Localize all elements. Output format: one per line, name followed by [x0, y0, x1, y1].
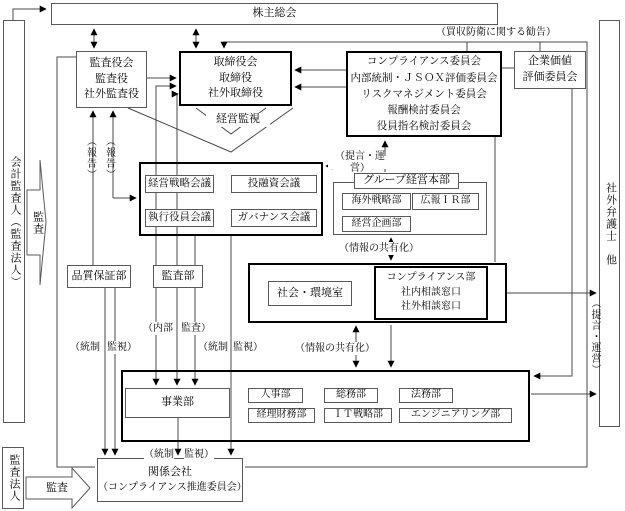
committee-line: コンプライアンス委員会: [366, 55, 482, 68]
it-strategy-box: ＩＴ戦略部: [324, 408, 392, 423]
internal-audit-label-right: 監査）: [181, 322, 211, 334]
affiliates-line: 関係会社: [148, 465, 192, 478]
board-line: 社外取締役: [208, 87, 263, 100]
meeting-governance-box: ガバナンス会議: [231, 209, 317, 227]
shareholders-meeting-label: 株主総会: [252, 7, 297, 20]
audit-and-supervisory-board-box: [76, 51, 147, 108]
takeover-defense-note: （買収防衛に関する勧告）: [420, 26, 572, 39]
business-division-box: 事業部: [125, 388, 230, 418]
committees-box: [346, 51, 502, 137]
report-label-1: （報告）: [84, 136, 96, 180]
corp-value-line: 評価委員会: [522, 71, 578, 83]
proposal-operation-label-right: （提言・運営）: [589, 298, 600, 375]
meeting-investment-box: 投融資会議: [231, 175, 317, 193]
audit-department-box: 監査部: [153, 265, 203, 288]
control-monitor-left-1: （統制: [70, 341, 100, 353]
audit-board-line: 監査役: [95, 72, 128, 85]
quality-assurance-box: 品質保証部: [67, 265, 131, 288]
info-sharing-label-1: （情報の共有化）: [339, 242, 419, 254]
control-monitor-right-2: 監視）: [233, 341, 263, 353]
compliance-dept-line: コンプライアンス部: [386, 272, 476, 284]
control-monitor-right-1: 監視）: [107, 341, 137, 353]
meeting-executive-box: 執行役員会議: [145, 209, 214, 227]
general-affairs-box: 総務部: [324, 388, 378, 403]
compliance-dept-line: 社内相談窓口: [401, 286, 461, 298]
board-line: 取締役: [219, 71, 252, 84]
audit-board-line: 監査役会: [89, 56, 134, 69]
hr-dept-box: 人事部: [248, 388, 303, 403]
committee-line: 報酬検討委員会: [387, 104, 461, 117]
engineering-box: エンジニアリング部: [399, 408, 512, 423]
committee-line: 役員指名検討委員会: [376, 120, 472, 133]
compliance-dept-line: 社外相談窓口: [401, 301, 461, 313]
affiliates-line: （コンプライアンス推進委員会）: [98, 481, 247, 493]
meeting-strategy-box: 経営戦略会議: [145, 175, 214, 193]
committee-line: 内部統制・ＪＳＯＸ評価委員会: [350, 71, 498, 84]
info-sharing-label-2: （情報の共有化）: [295, 342, 375, 354]
affiliates-box: [97, 458, 247, 502]
board-of-directors-box: [179, 51, 292, 106]
accounting-finance-box: 経理財務部: [248, 408, 315, 423]
management-oversight-label: 経営監視: [206, 113, 270, 127]
corporate-planning-box: 経営企画部: [342, 216, 411, 232]
shareholders-meeting-box: [51, 3, 498, 25]
control-monitor-left-3: （統制: [144, 448, 174, 460]
pr-ir-box: 広報ＩＲ部: [412, 193, 479, 210]
control-monitor-left-2: （統制: [198, 341, 228, 353]
proposal-operation-label-top: （提言・運営）: [328, 156, 392, 169]
overseas-strategy-box: 海外戦略部: [342, 193, 411, 210]
compliance-dept-box: [374, 266, 488, 320]
corp-value-line: 企業価値: [528, 55, 572, 68]
group-hq-title-box: グループ経営本部: [354, 173, 459, 189]
audit-board-line: 社外監査役: [84, 88, 139, 101]
committee-line: リスクマネジメント委員会: [361, 87, 487, 100]
internal-audit-label-left: （内部: [143, 322, 173, 334]
social-environment-box: 社会・環境室: [268, 281, 352, 306]
board-line: 取締役会: [213, 55, 258, 68]
outside-lawyers-box: 社外弁護士 他: [599, 20, 620, 427]
accounting-auditor-box: 会計監査人（監査法人）: [3, 20, 25, 423]
legal-dept-box: 法務部: [399, 388, 453, 403]
audit-corporation-box: 監査法人: [2, 447, 24, 509]
audit-label-bottom: 監査: [46, 482, 68, 495]
corporate-value-committee-box: [514, 51, 586, 89]
audit-label-left: 監査: [31, 211, 44, 235]
control-monitor-right-3: 監視）: [184, 448, 214, 460]
report-label-2: （報告）: [103, 136, 115, 180]
